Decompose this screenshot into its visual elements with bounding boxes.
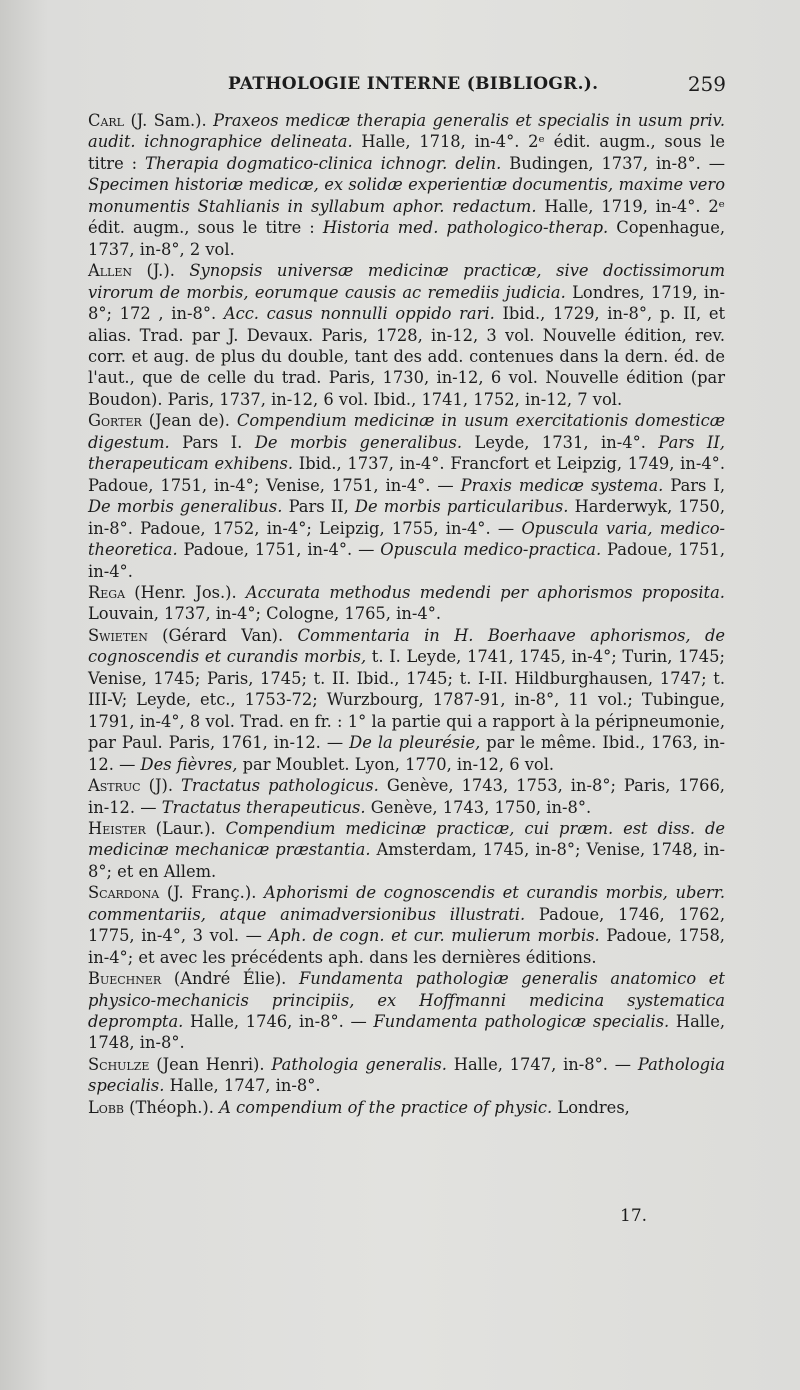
entry-title: Tractatus therapeuticus.	[161, 797, 366, 817]
entry-text: (Henr. Jos.).	[125, 582, 246, 602]
bibliography-entry	[88, 818, 725, 882]
entry-text: Londres, 1719, in-8°; 172 , in-8°.	[88, 282, 725, 324]
bibliography-entry	[88, 882, 725, 968]
bibliography-entry	[88, 260, 725, 410]
entry-text: (Jean de).	[141, 411, 237, 431]
entry-text: Genève, 1743, 1750, in-8°.	[365, 797, 592, 817]
entry-title: De la pleurésie,	[349, 733, 481, 753]
entry-text: Halle, 1746, in-8°. —	[183, 1012, 374, 1032]
entry-title: Compendium medicinæ in usum exercitationis domesticæ digestum.	[88, 411, 725, 452]
entry-title: Specimen historiæ medicæ, ex solidæ experientiæ documentis, maxime vero monumentis Stahlianis in syllabum aphor. redactum.	[88, 175, 725, 216]
entry-text: (Laur.).	[145, 818, 226, 838]
entry-text: par le même. Ibid., 1763, in-12. —	[88, 733, 725, 774]
entry-author: Astruc	[88, 776, 141, 796]
entry-title: Historia med. pathologico-therap.	[322, 218, 609, 238]
entry-author: Scardona	[88, 883, 160, 903]
entry-text: Halle, 1747, in-8°.	[164, 1076, 321, 1096]
entry-title: De morbis particularibus.	[354, 497, 569, 517]
entry-text: Padoue, 1758, in-4°; et avec les précédents aph. dans les dernières éditions.	[88, 926, 725, 967]
entry-title: Fundamenta pathologicæ specialis.	[373, 1012, 670, 1032]
entry-text: Ibid., 1729, in-8°, p. II, et alias. Trad. par J. Devaux. Paris, 1728, in-12, 3 vol. Nouvelle édition, rev. corr. et aug. de plus du double, tant des add. contenues dans la dern. éd. de l'aut., que de celle du trad. Paris, 1730, in-12, 6 vol. Nouvelle édition (par Boudon). Paris, 1737, in-12, 6 vol. Ibid., 1741, 1752, in-12, 7 vol.	[88, 304, 725, 409]
entry-text: Louvain, 1737, in-4°; Cologne, 1765, in-4°.	[88, 604, 442, 624]
entry-text: Halle, 1747, in-8°. —	[446, 1054, 638, 1074]
entry-text: Amsterdam, 1745, in-8°; Venise, 1748, in-8°; et en Allem.	[88, 840, 725, 881]
entry-title: Pathologia generalis.	[271, 1054, 447, 1074]
entry-text: Copenhague, 1737, in-8°, 2 vol.	[88, 218, 725, 259]
entry-title: Praxis medicæ systema.	[460, 475, 664, 495]
entry-title: Aph. de cogn. et cur. mulierum morbis.	[268, 926, 600, 946]
bibliography-entry	[88, 1097, 725, 1118]
entry-author: Carl	[88, 111, 124, 130]
entry-text: (André Élie).	[161, 969, 299, 989]
entry-text: (J. Sam.).	[124, 111, 214, 130]
entry-title: Synopsis universæ medicinæ practicæ, sive doctissimorum virorum de morbis, eorumque causis ac remediis judicia.	[88, 261, 726, 302]
entry-text: Halle, 1718, in-4°. 2ᵉ édit. augm., sous le titre :	[88, 132, 726, 173]
bibliography-entry	[88, 1054, 725, 1097]
entry-text: Padoue, 1751, in-4°. —	[177, 540, 381, 560]
entry-text: Halle, 1719, in-4°. 2ᵉ édit. augm., sous le titre :	[88, 196, 725, 238]
entry-title: Compendium medicinæ practicæ, cui præm. est diss. de medicinæ mechanicæ præstantia.	[88, 818, 726, 860]
entry-title: De morbis generalibus.	[88, 497, 283, 517]
bibliography-entry	[88, 582, 725, 625]
entry-text: Ibid., 1737, in-4°. Francfort et Leipzig, 1749, in-4°. Padoue, 1751, in-4°; Venise, 1751, in-4°. —	[88, 454, 725, 495]
entry-title: De morbis generalibus.	[254, 432, 463, 452]
entry-author: Gorter	[88, 411, 142, 431]
entry-text: Budingen, 1737, in-8°. —	[501, 153, 726, 173]
entry-text: Pars I,	[663, 475, 726, 495]
entry-text: Londres,	[552, 1097, 630, 1117]
entry-title: Pathologia specialis.	[88, 1054, 725, 1096]
entry-text: (J).	[140, 776, 181, 796]
entry-text: Pars II,	[282, 497, 355, 517]
entry-text: (Théoph.).	[124, 1097, 220, 1117]
entry-title: Therapia dogmatico-clinica ichnogr. delin.	[145, 153, 502, 173]
entry-title: Accurata methodus medendi per aphorismos proposita.	[245, 582, 725, 602]
bibliography-entry	[88, 625, 725, 775]
bibliography-entry	[88, 410, 725, 582]
signature-mark: 17.	[620, 1206, 648, 1226]
entry-text: Leyde, 1731, in-4°.	[462, 432, 659, 452]
running-head: PATHOLOGIE INTERNE (BIBLIOGR.).	[228, 74, 599, 94]
page-number: 259	[687, 72, 726, 96]
entry-author: Rega	[88, 582, 126, 602]
entry-author: Heister	[88, 818, 146, 838]
entry-title: Opuscula varia, medico-theoretica.	[88, 518, 725, 560]
entry-text: Pars I.	[169, 432, 255, 452]
entry-author: Swieten	[88, 625, 148, 645]
entry-author: Lobb	[88, 1097, 124, 1117]
entry-title: A compendium of the practice of physic.	[219, 1097, 553, 1117]
entry-text: t. I. Leyde, 1741, 1745, in-4°; Turin, 1745; Venise, 1745; Paris, 1745; t. II. Ibid., 1745; t. I-II. Hildburghausen, 1747; t. III-V; Leyde, etc., 1753-72; Wurzbourg, 1787-91, in-8°, 11 vol.; Tubingue, 1791, in-4°, 8 vol. Trad. en fr. : 1° la partie qui a rapport à la péripneumonie, par Paul. Paris, 1761, in-12. —	[88, 647, 725, 753]
entry-text: (Jean Henri).	[149, 1054, 272, 1074]
entry-title: Tractatus pathologicus.	[181, 776, 379, 796]
bibliography-entry	[88, 775, 725, 818]
entry-title: Des fièvres,	[140, 754, 238, 774]
entry-title: Opuscula medico-practica.	[380, 540, 602, 560]
entry-text: Harderwyk, 1750, in-8°. Padoue, 1752, in-4°; Leipzig, 1755, in-4°. —	[88, 497, 725, 538]
page-header	[88, 70, 730, 100]
entry-text: Genève, 1743, 1753, in-8°; Paris, 1766, in-12. —	[88, 776, 725, 817]
entry-text: (J.).	[132, 261, 190, 281]
entry-title: Fundamenta pathologiæ generalis anatomico et physico-mechanicis principiis, ex Hoffmanni medicina systematica deprompta.	[88, 969, 725, 1032]
bibliography-entry	[88, 110, 725, 260]
bibliography-entry	[88, 968, 725, 1054]
bibliography-text	[88, 110, 725, 1118]
entry-text: Halle, 1748, in-8°.	[88, 1012, 726, 1053]
entry-title: Praxeos medicæ therapia generalis et specialis in usum priv. audit. ichnographice delineata.	[88, 111, 725, 152]
entry-author: Buechner	[88, 969, 162, 989]
entry-author: Allen	[88, 261, 133, 281]
entry-text: Padoue, 1751, in-4°.	[88, 540, 725, 581]
entry-text: (J. Franç.).	[159, 883, 265, 903]
entry-title: Aphorismi de cognoscendis et curandis morbis, uberr. commentariis, atque animadversionibus illustrati.	[88, 883, 725, 924]
entry-title: Acc. casus nonnulli oppido rari.	[223, 304, 495, 324]
entry-title: Commentaria in H. Boerhaave aphorismos, de cognoscendis et curandis morbis,	[88, 625, 726, 667]
entry-text: (Gérard Van).	[147, 625, 298, 645]
entry-title: Pars II, therapeuticam exhibens.	[88, 432, 725, 474]
entry-text: par Moublet. Lyon, 1770, in-12, 6 vol.	[237, 754, 555, 774]
entry-author: Schulze	[88, 1054, 150, 1074]
entry-text: Padoue, 1746, 1762, 1775, in-4°, 3 vol. —	[88, 904, 725, 946]
